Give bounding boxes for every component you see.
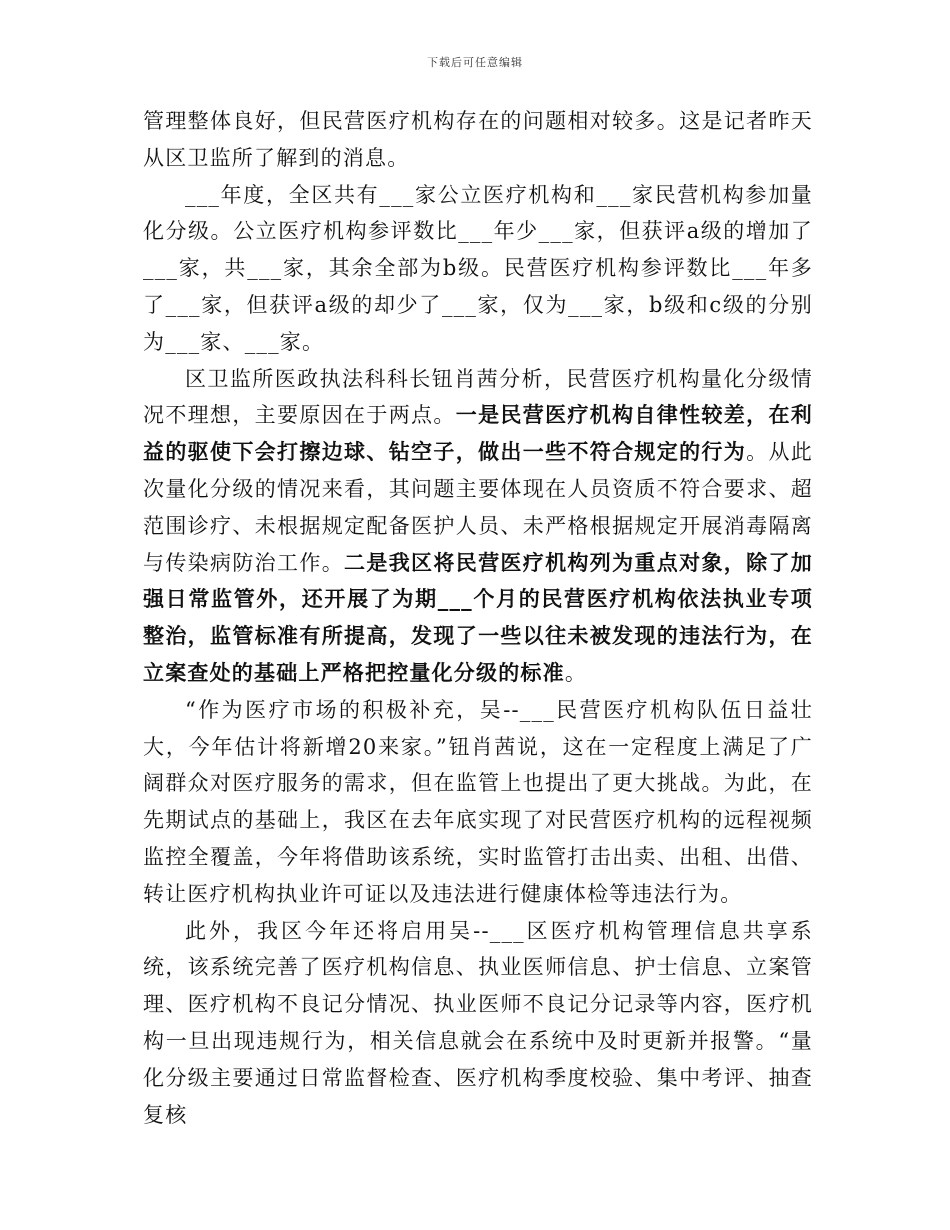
paragraph-1 (143, 103, 813, 177)
paragraph-text: 管理整体良好，但民营医疗机构存在的问题相对较多。这是记者昨天从区卫监所了解到的消息。 (143, 109, 813, 170)
bold-text-point-one: 一是民营医疗机构自律性较差，在利益的驱使下会打擦边球、钻空子，做出一些不符合规定的行为 (143, 402, 813, 465)
paragraph-text: 。从此次量化分级的情况来看，其问题主要体现在人员资质不符合要求、超范围诊疗、未根据规定配备医护人员、未严格根据规定开展消毒隔离与传染病防治工作。 (143, 440, 813, 575)
bold-text-point-two: 二是我区将民营医疗机构列为重点对象，除了加强日常监管外，还开展了为期___个月的民营医疗机构依法执业专项整治，监管标准有所提高，发现了一些以往未被发现的违法行为，在立案查处的基础上严格把控量化分级的标准 (143, 549, 813, 685)
paragraph-3 (143, 361, 813, 692)
paragraph-2 (143, 177, 813, 361)
paragraph-5 (143, 913, 813, 1134)
paragraph-text: 此外，我区今年还将启用吴--___区医疗机构管理信息共享系统，该系统完善了医疗机构信息、执业医师信息、护士信息、立案管理、医疗机构不良记分情况、执业医师不良记分记录等内容，医疗机构一旦出现违规行为，相关信息就会在系统中及时更新并报警。“量化分级主要通过日常监督检查、医疗机构季度校验、集中考评、抽查复核 (143, 918, 813, 1127)
paragraph-text: 区卫监所医政执法科科长钮肖茜分析，民营医疗机构量化分级情况不理想，主要原因在于两点。 (143, 366, 813, 428)
paragraph-4 (143, 692, 813, 913)
article-body (143, 103, 813, 1133)
paragraph-text: 。 (564, 660, 588, 685)
header-note: 下载后可任意编辑 (427, 56, 523, 69)
paragraph-text: “作为医疗市场的积极补充，吴--___民营医疗机构队伍日益壮大，今年估计将新增20来家。”钮肖茜说，这在一定程度上满足了广阔群众对医疗服务的需求，但在监管上也提出了更大挑战。为此，在先期试点的基础上，我区在去年底实现了对民营医疗机构的远程视频监控全覆盖，今年将借助该系统，实时监管打击出卖、出租、出借、转让医疗机构执业许可证以及违法进行健康体检等违法行为。 (143, 697, 813, 906)
paragraph-text: ___年度，全区共有___家公立医疗机构和___家民营机构参加量化分级。公立医疗机构参评数比___年少___家，但获评a级的增加了___家，共___家，其余全部为b级。民营医疗机构参评数比___年多了___家，但获评a级的却少了___家，仅为___家，b级和c级的分别为___家、___家。 (143, 182, 813, 354)
